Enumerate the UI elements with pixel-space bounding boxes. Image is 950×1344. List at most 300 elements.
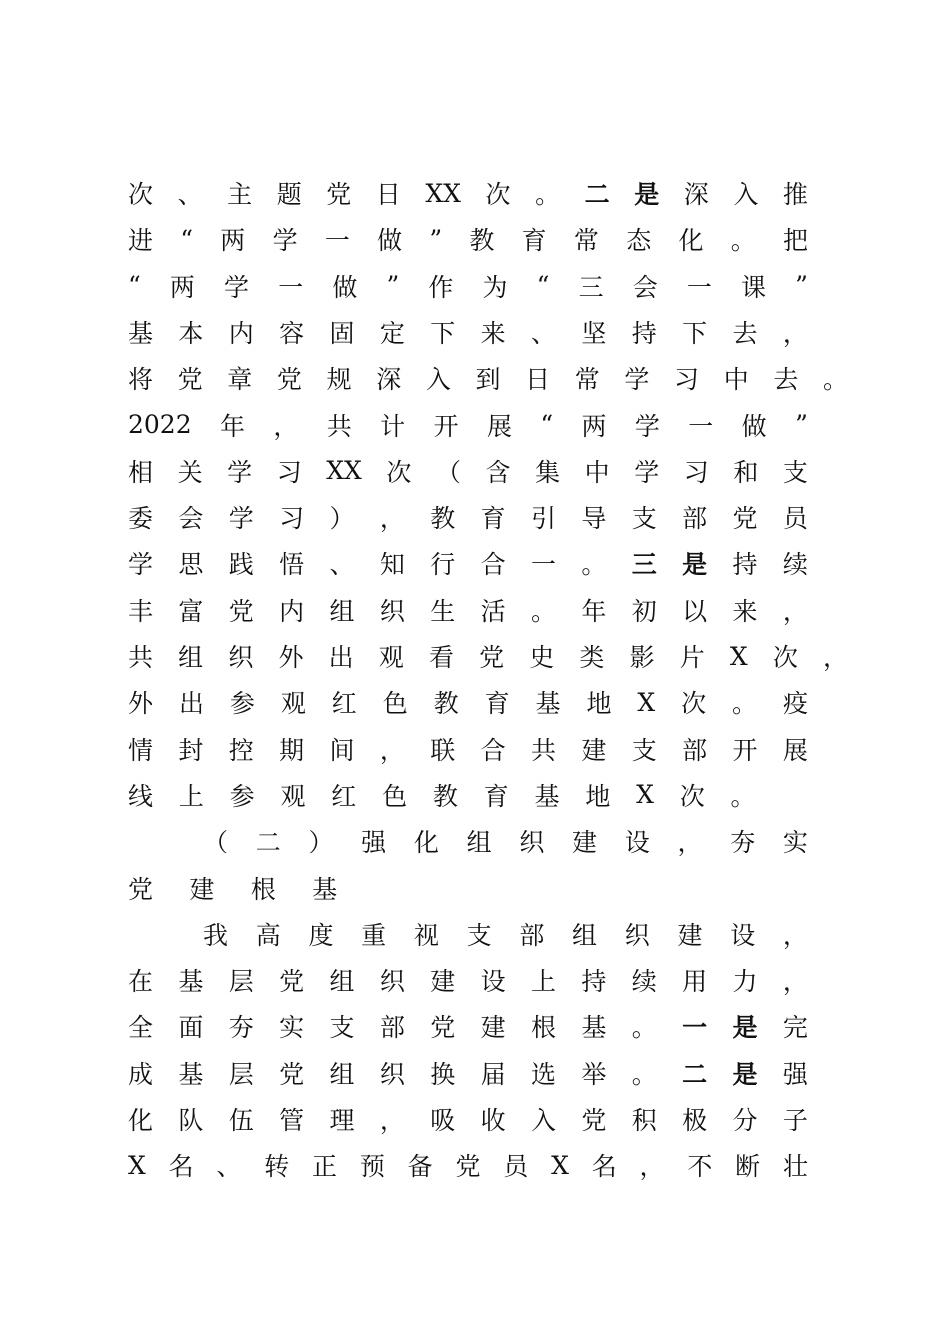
glyph: 内 [279, 596, 305, 626]
glyph: 地 [585, 781, 611, 811]
glyph: 。 [730, 781, 756, 811]
glyph: 教 [433, 689, 459, 719]
glyph: 党 [276, 365, 302, 395]
glyph: 丰 [128, 596, 154, 626]
glyph: 党 [479, 643, 505, 672]
glyph: 党 [581, 1106, 607, 1135]
glyph: 容 [279, 318, 305, 348]
text-line [128, 1006, 808, 1046]
glyph: 一 [278, 272, 304, 302]
glyph: 强 [361, 828, 387, 858]
glyph: 力 [732, 967, 758, 997]
glyph: 和 [733, 457, 759, 487]
glyph: 持 [631, 318, 657, 348]
glyph: 理 [329, 1106, 355, 1135]
glyph: 全 [128, 1013, 154, 1043]
glyph: 化 [128, 1106, 154, 1135]
glyph: 一 [688, 411, 714, 441]
glyph: 学 [624, 365, 650, 395]
glyph: 、 [177, 180, 203, 209]
bold-glyph: 二 [584, 180, 610, 209]
glyph: 两 [169, 272, 195, 302]
glyph: 党 [430, 1013, 456, 1043]
glyph: 2022 [128, 410, 192, 439]
glyph: 建 [572, 828, 598, 858]
glyph: 组 [329, 596, 355, 626]
glyph: 上 [531, 967, 557, 997]
glyph: X [637, 687, 656, 717]
glyph: 深 [683, 180, 709, 209]
glyph: 活 [480, 596, 506, 626]
glyph: 观 [280, 689, 306, 719]
glyph: 实 [782, 828, 808, 858]
glyph: 换 [430, 1059, 456, 1089]
glyph: 将 [128, 365, 154, 395]
glyph: 党 [279, 967, 305, 997]
glyph: 色 [382, 689, 408, 719]
text-line [128, 636, 848, 676]
glyph: 分 [732, 1106, 758, 1135]
glyph: 课 [740, 272, 766, 302]
glyph: 类 [579, 643, 605, 672]
glyph: 学 [634, 411, 660, 441]
glyph: 员 [503, 1152, 529, 1182]
glyph: 队 [178, 1106, 204, 1135]
glyph: 高 [255, 920, 281, 950]
glyph: 习 [279, 504, 305, 534]
glyph: 日 [525, 365, 551, 395]
glyph: 出 [328, 643, 354, 672]
glyph: 次 [386, 457, 412, 487]
glyph: 基 [534, 781, 560, 811]
glyph: 规 [326, 365, 352, 395]
glyph: 基 [178, 1059, 204, 1089]
glyph: 、 [329, 550, 355, 580]
glyph: 一 [531, 550, 557, 580]
glyph: 去 [732, 318, 758, 348]
glyph: 夯 [228, 1013, 254, 1043]
glyph: 织 [519, 828, 545, 858]
glyph: 支 [329, 1013, 355, 1043]
glyph: 设 [480, 967, 506, 997]
bold-glyph: 是 [682, 550, 708, 580]
glyph: X [636, 780, 654, 810]
glyph: 届 [480, 1059, 506, 1089]
glyph: 态 [626, 226, 652, 256]
glyph: 深 [376, 365, 402, 395]
glyph: 建 [189, 874, 215, 904]
glyph: 化 [678, 226, 704, 256]
glyph: 。 [531, 596, 557, 626]
glyph: 支 [631, 504, 657, 534]
glyph: 组 [572, 920, 598, 950]
glyph: 建 [480, 1013, 506, 1043]
glyph: ， [273, 411, 299, 441]
glyph: 不 [687, 1152, 713, 1182]
glyph: 含 [485, 457, 511, 487]
glyph: 开 [732, 735, 758, 765]
glyph: 成 [128, 1059, 154, 1089]
glyph: 视 [413, 920, 439, 950]
glyph: 线 [128, 781, 154, 811]
glyph: 正 [312, 1152, 338, 1182]
glyph: 基 [128, 318, 154, 348]
glyph: 组 [466, 828, 492, 858]
glyph: 重 [361, 920, 387, 950]
glyph: 固 [329, 318, 355, 348]
glyph: XX [326, 456, 362, 486]
glyph: 二 [255, 828, 281, 858]
glyph: 参 [229, 689, 255, 719]
glyph: 设 [624, 828, 650, 858]
glyph: 党 [228, 596, 254, 626]
glyph: XX [425, 178, 461, 208]
glyph: “ [128, 271, 141, 301]
glyph: 教 [432, 781, 458, 811]
glyph: 常 [574, 365, 600, 395]
bold-glyph: 是 [732, 1013, 758, 1043]
glyph: ， [639, 1152, 665, 1182]
glyph: 持 [732, 550, 758, 580]
glyph: 期 [279, 735, 305, 765]
glyph: 联 [430, 735, 456, 765]
glyph: 支 [631, 735, 657, 765]
glyph: 。 [581, 550, 607, 580]
glyph: 到 [475, 365, 501, 395]
glyph: 党 [177, 365, 203, 395]
glyph: ， [782, 596, 808, 626]
glyph: 学 [227, 457, 253, 487]
glyph: 次 [128, 180, 154, 209]
glyph: 教 [430, 504, 456, 534]
glyph: ， [677, 828, 703, 858]
glyph: 学 [272, 226, 298, 256]
glyph: 富 [178, 596, 204, 626]
glyph: 观 [280, 781, 306, 811]
glyph: 计 [380, 411, 406, 441]
glyph: 部 [682, 504, 708, 534]
glyph: 为 [482, 272, 508, 302]
glyph: 织 [379, 596, 405, 626]
glyph: 影 [629, 643, 655, 672]
text-line [128, 543, 808, 583]
glyph: 伍 [228, 1106, 254, 1135]
text-line [128, 590, 808, 630]
glyph: 年 [581, 596, 607, 626]
glyph: 吸 [430, 1106, 456, 1135]
glyph: 完 [782, 1013, 808, 1043]
text-line [203, 821, 808, 861]
glyph: 次 [681, 689, 707, 719]
glyph: 育 [480, 504, 506, 534]
glyph: 。 [730, 226, 756, 256]
glyph: 、 [216, 1152, 242, 1182]
glyph: ， [379, 504, 405, 534]
glyph: 学 [634, 457, 660, 487]
glyph: 作 [428, 272, 454, 302]
glyph: 育 [521, 226, 547, 256]
glyph: 部 [682, 735, 708, 765]
glyph: 织 [379, 1059, 405, 1089]
glyph: 织 [379, 967, 405, 997]
glyph: 层 [228, 1059, 254, 1089]
glyph: ” [429, 224, 443, 254]
glyph: 红 [331, 689, 357, 719]
glyph: 名 [591, 1152, 617, 1182]
glyph: 看 [428, 643, 454, 672]
glyph: 中 [584, 457, 610, 487]
glyph: ， [379, 1106, 405, 1135]
glyph: 把 [782, 226, 808, 256]
glyph: 党 [326, 180, 352, 209]
glyph: 展 [486, 411, 512, 441]
glyph: 断 [735, 1152, 761, 1182]
glyph: 色 [382, 781, 408, 811]
glyph: 党 [128, 874, 154, 904]
glyph: 支 [466, 920, 492, 950]
glyph: 育 [484, 689, 510, 719]
glyph: 。 [631, 1059, 657, 1089]
glyph: 题 [276, 180, 302, 209]
text-line [203, 914, 808, 954]
glyph: 史 [529, 643, 555, 672]
glyph: 年 [220, 411, 246, 441]
glyph: 导 [581, 504, 607, 534]
glyph: 建 [430, 967, 456, 997]
glyph: 组 [178, 643, 204, 672]
glyph: 学 [224, 272, 250, 302]
text-line [128, 1145, 808, 1185]
glyph: 根 [250, 874, 276, 904]
text-line [128, 451, 808, 491]
glyph: 基 [312, 874, 338, 904]
glyph: 强 [782, 1059, 808, 1089]
glyph: 收 [480, 1106, 506, 1135]
glyph: 。 [822, 365, 848, 395]
glyph: 部 [379, 1013, 405, 1043]
glyph: 在 [128, 967, 154, 997]
glyph: 悟 [279, 550, 305, 580]
glyph: 用 [682, 967, 708, 997]
glyph: 次 [485, 180, 511, 209]
glyph: 入 [733, 180, 759, 209]
glyph: 外 [278, 643, 304, 672]
glyph: 预 [359, 1152, 385, 1182]
glyph: 一 [324, 226, 350, 256]
text-line [128, 266, 808, 306]
glyph: 建 [677, 920, 703, 950]
glyph: 根 [531, 1013, 557, 1043]
text-line [128, 1099, 808, 1139]
bold-glyph: 一 [682, 1013, 708, 1043]
glyph: 夯 [730, 828, 756, 858]
glyph: 常 [573, 226, 599, 256]
glyph: 中 [723, 365, 749, 395]
glyph: 实 [279, 1013, 305, 1043]
glyph: 初 [631, 596, 657, 626]
glyph: 习 [276, 457, 302, 487]
glyph: 我 [203, 920, 229, 950]
text-line [128, 312, 808, 352]
glyph: 主 [227, 180, 253, 209]
glyph: 本 [178, 318, 204, 348]
text-line [128, 405, 808, 445]
glyph: 践 [228, 550, 254, 580]
glyph: 建 [581, 735, 607, 765]
glyph: 设 [730, 920, 756, 950]
glyph: “ [540, 410, 554, 439]
glyph: ） [329, 504, 355, 534]
glyph: 次 [679, 781, 705, 811]
glyph: 间 [329, 735, 355, 765]
glyph: X [128, 1150, 146, 1180]
glyph: 员 [782, 504, 808, 534]
glyph: 封 [178, 735, 204, 765]
text-line [128, 497, 808, 537]
glyph: 组 [329, 1059, 355, 1089]
glyph: 、 [531, 318, 557, 348]
glyph: 参 [229, 781, 255, 811]
glyph: 三 [578, 272, 604, 302]
text-line [128, 682, 808, 722]
glyph: 外 [128, 689, 154, 719]
glyph: 层 [228, 967, 254, 997]
glyph: 共 [531, 735, 557, 765]
glyph: 行 [430, 550, 456, 580]
glyph: ， [782, 318, 808, 348]
glyph: 学 [228, 504, 254, 534]
glyph: 生 [430, 596, 456, 626]
glyph: 支 [782, 457, 808, 487]
glyph: 章 [227, 365, 253, 395]
glyph: 党 [279, 1059, 305, 1089]
glyph: 壮 [782, 1152, 808, 1182]
text-line [128, 729, 808, 769]
glyph: 。 [732, 689, 758, 719]
glyph: 基 [178, 967, 204, 997]
glyph: 做 [332, 272, 358, 302]
bold-glyph: 是 [732, 1059, 758, 1089]
glyph: 化 [413, 828, 439, 858]
glyph: （ [203, 828, 229, 858]
glyph: 知 [379, 550, 405, 580]
glyph: ” [795, 410, 808, 439]
glyph: “ [536, 271, 550, 301]
glyph: 续 [782, 550, 808, 580]
glyph: 进 [128, 226, 154, 256]
glyph: 红 [331, 781, 357, 811]
glyph: 管 [279, 1106, 305, 1135]
text-line [128, 1053, 808, 1093]
glyph: “ [180, 224, 194, 254]
text-line [128, 775, 756, 815]
glyph: 两 [220, 226, 246, 256]
bold-glyph: 三 [631, 550, 657, 580]
glyph: X [729, 641, 748, 671]
glyph: 思 [178, 550, 204, 580]
glyph: 集 [535, 457, 561, 487]
glyph: 极 [682, 1106, 708, 1135]
glyph: 来 [732, 596, 758, 626]
text-line [128, 358, 848, 398]
glyph: 推 [782, 180, 808, 209]
glyph: 委 [128, 504, 154, 534]
glyph: 上 [178, 781, 204, 811]
glyph: 度 [308, 920, 334, 950]
glyph: 做 [377, 226, 403, 256]
glyph: 部 [519, 920, 545, 950]
text-line [128, 960, 808, 1000]
glyph: 组 [329, 967, 355, 997]
glyph: 织 [228, 643, 254, 672]
glyph: 基 [581, 1013, 607, 1043]
bold-glyph: 二 [682, 1059, 708, 1089]
glyph: 以 [682, 596, 708, 626]
glyph: ， [782, 967, 808, 997]
glyph: 教 [469, 226, 495, 256]
glyph: 入 [531, 1106, 557, 1135]
glyph: 合 [480, 550, 506, 580]
glyph: 会 [632, 272, 658, 302]
glyph: 备 [407, 1152, 433, 1182]
glyph: 举 [581, 1059, 607, 1089]
glyph: ” [386, 271, 400, 301]
glyph: 来 [480, 318, 506, 348]
glyph: 相 [128, 457, 154, 487]
glyph: 地 [586, 689, 612, 719]
glyph: 党 [732, 504, 758, 534]
glyph: 。 [631, 1013, 657, 1043]
glyph: 下 [430, 318, 456, 348]
glyph: 。 [535, 180, 561, 209]
glyph: 面 [178, 1013, 204, 1043]
glyph: 做 [741, 411, 767, 441]
glyph: 疫 [782, 689, 808, 719]
glyph: 去 [773, 365, 799, 395]
glyph: 开 [433, 411, 459, 441]
glyph: 续 [631, 967, 657, 997]
text-line [128, 219, 808, 259]
glyph: 关 [177, 457, 203, 487]
glyph: 展 [782, 735, 808, 765]
glyph: 片 [679, 643, 705, 672]
glyph: ， [782, 920, 808, 950]
glyph: 内 [228, 318, 254, 348]
glyph: ） [308, 828, 334, 858]
glyph: 次 [772, 643, 798, 672]
glyph: 共 [326, 411, 352, 441]
glyph: 学 [128, 550, 154, 580]
glyph: 入 [425, 365, 451, 395]
glyph: ， [379, 735, 405, 765]
glyph: 持 [581, 967, 607, 997]
text-line [128, 173, 808, 213]
glyph: 子 [782, 1106, 808, 1135]
glyph: 合 [480, 735, 506, 765]
glyph: 坚 [581, 318, 607, 348]
glyph: 育 [483, 781, 509, 811]
glyph: 党 [455, 1152, 481, 1182]
glyph: 名 [168, 1152, 194, 1182]
glyph: 习 [683, 457, 709, 487]
glyph: 出 [178, 689, 204, 719]
glyph: 积 [631, 1106, 657, 1135]
glyph: 会 [178, 504, 204, 534]
glyph: 定 [379, 318, 405, 348]
bold-glyph: 是 [634, 180, 660, 209]
glyph: （ [435, 457, 461, 487]
glyph: ” [795, 271, 808, 301]
